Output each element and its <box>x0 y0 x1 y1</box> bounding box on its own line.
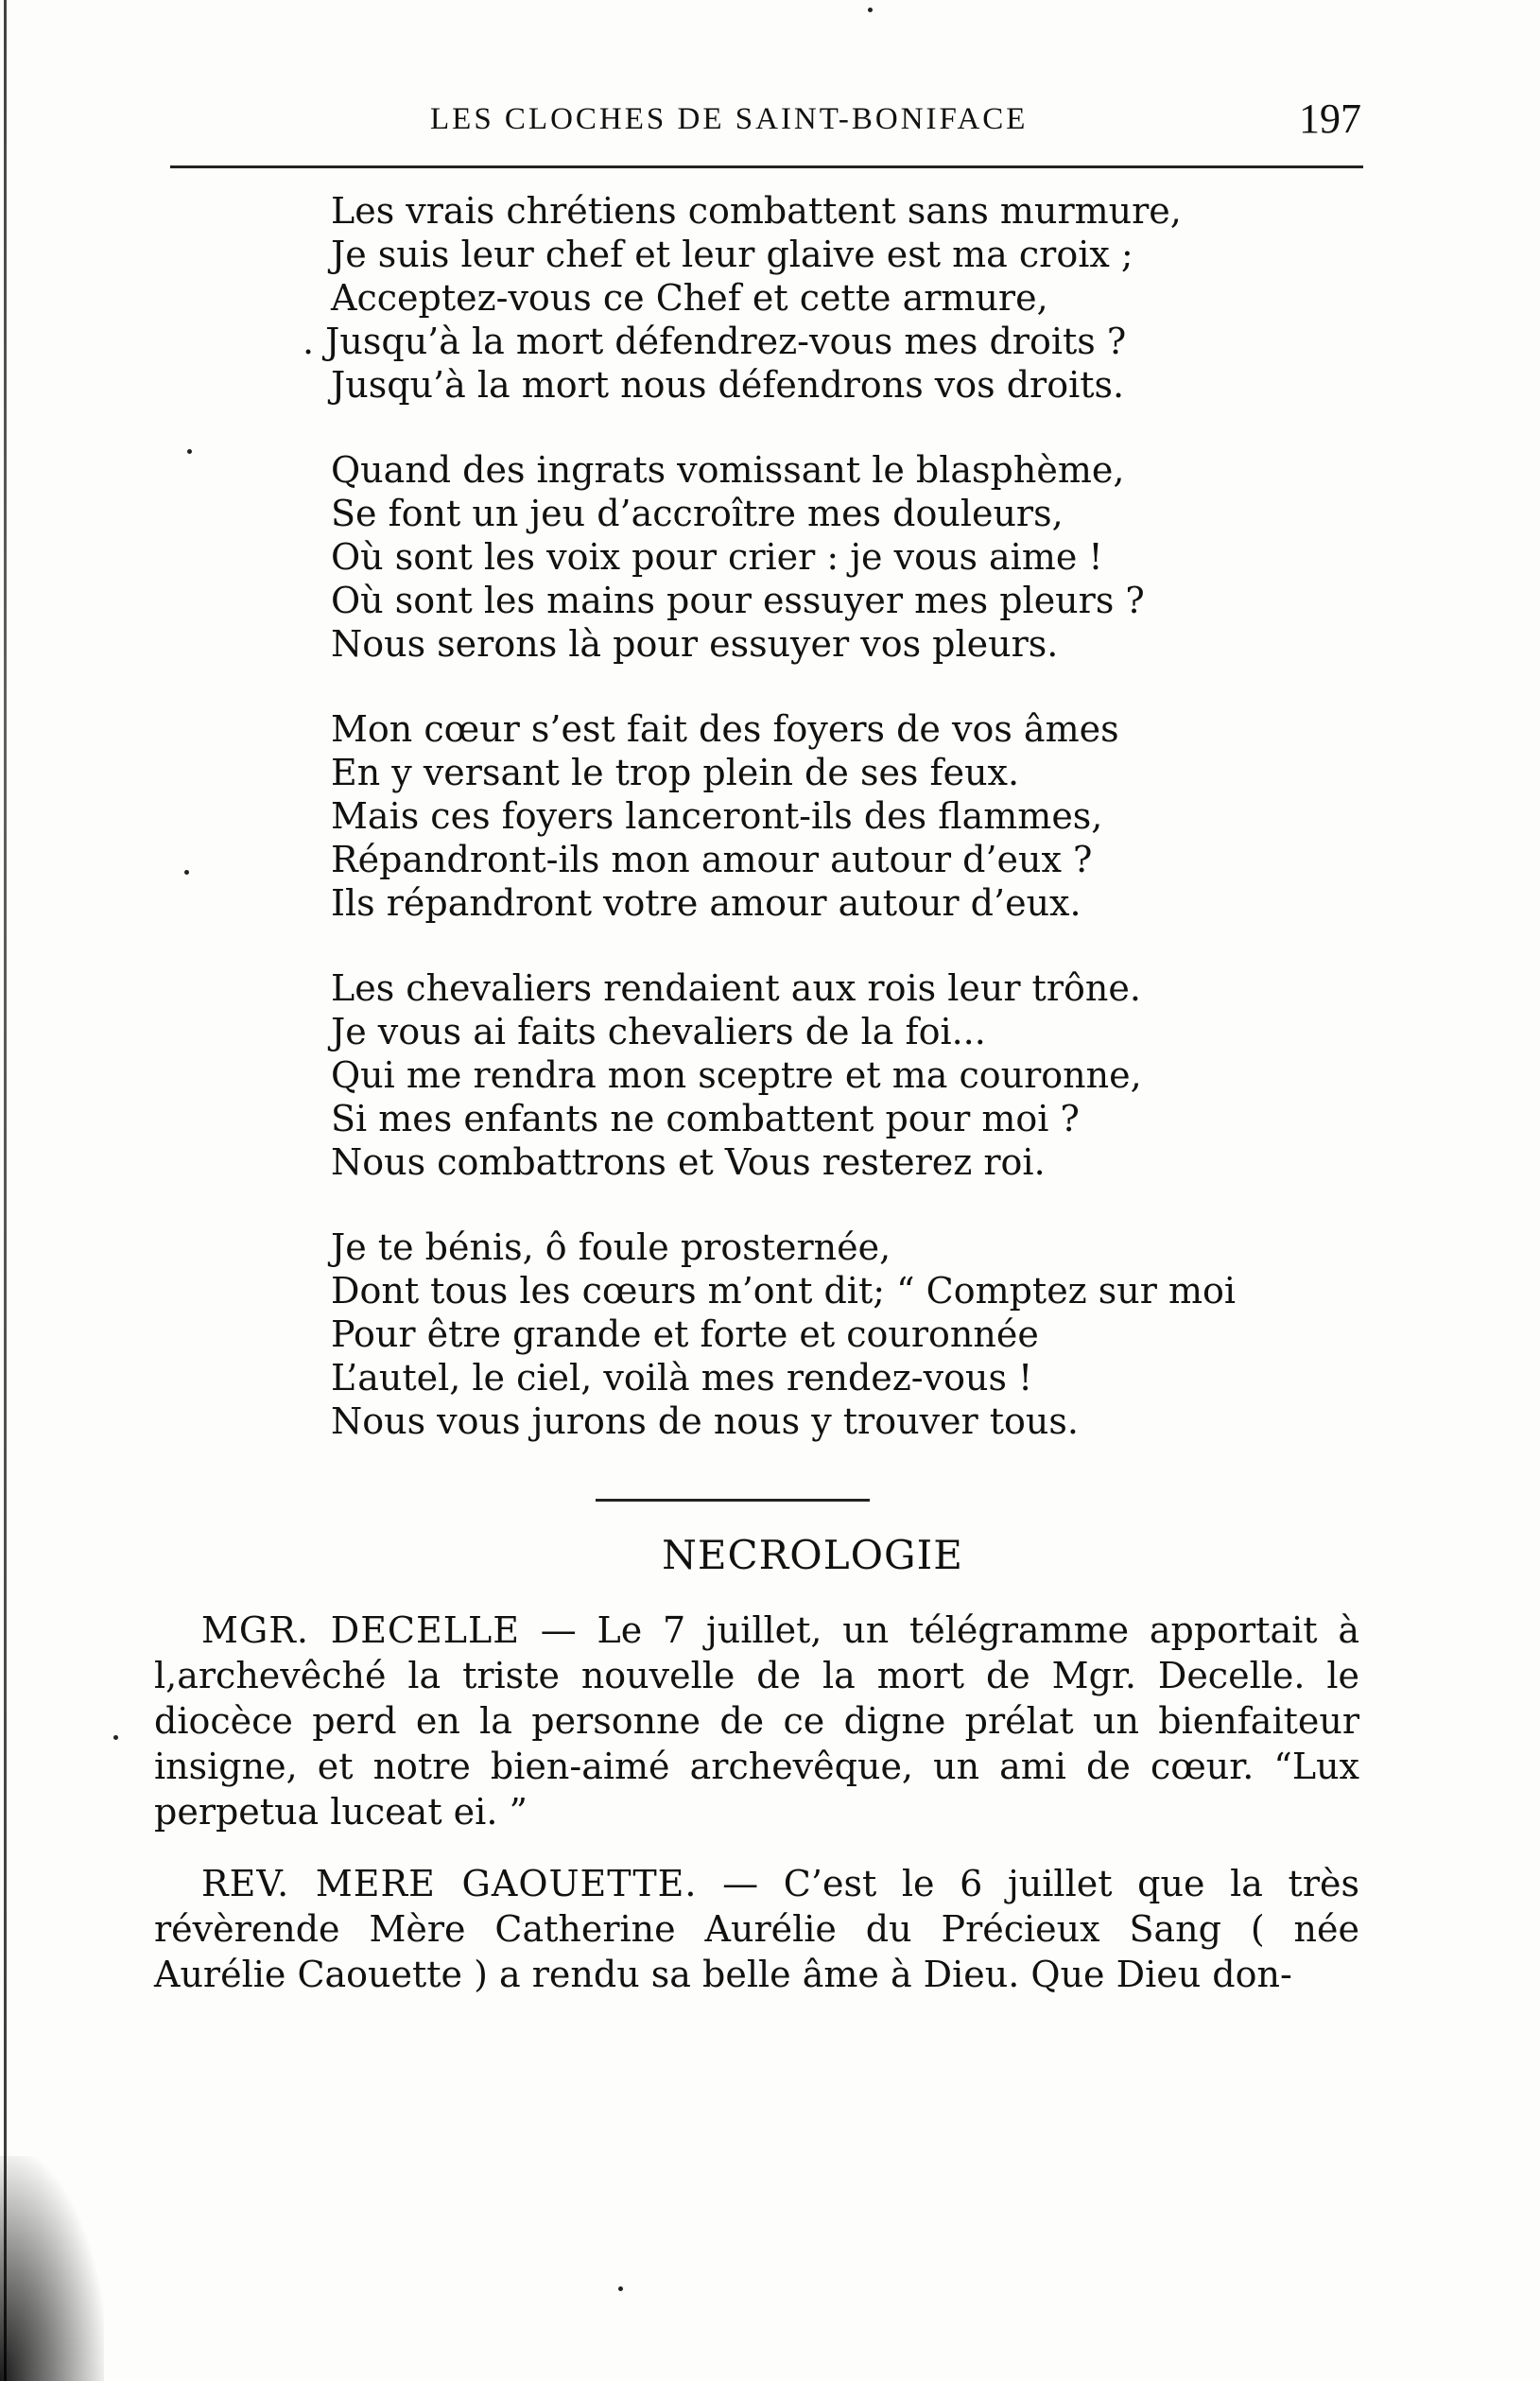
scan-edge-shadow <box>0 2156 104 2381</box>
page-header <box>170 95 1361 161</box>
poem-line: Je suis leur chef et leur glaive est ma croix ; <box>331 234 1133 275</box>
poem-line: Je vous ai faits chevaliers de la foi... <box>331 1011 986 1052</box>
poem-line: Quand des ingrats vomissant le blasphème, <box>331 449 1125 491</box>
poem-line: . Jusqu’à la mort défendrez-vous mes droits ? <box>303 321 1127 362</box>
poem-line: Nous vous jurons de nous y trouver tous. <box>331 1400 1079 1442</box>
scan-speck <box>868 8 873 12</box>
poem-line: Mon cœur s’est fait des foyers de vos âmes <box>331 708 1119 750</box>
poem-line: Se font un jeu d’accroître mes douleurs, <box>331 493 1064 534</box>
obituary-list <box>154 1608 1359 2024</box>
poem <box>303 189 1371 1485</box>
poem-line: Dont tous les cœurs m’ont dit; “ Comptez sur moi <box>331 1270 1237 1312</box>
poem-line: Où sont les voix pour crier : je vous aime ! <box>331 536 1103 578</box>
obituary-entry <box>154 1861 1359 1997</box>
poem-line: Je te bénis, ô foule prosternée, <box>331 1226 891 1268</box>
poem-line: Si mes enfants ne combattent pour moi ? <box>331 1098 1080 1139</box>
scan-speck <box>113 1735 118 1740</box>
poem-line: Acceptez-vous ce Chef et cette armure, <box>331 277 1048 319</box>
poem-line: Où sont les mains pour essuyer mes pleurs ? <box>331 580 1145 621</box>
poem-line: Les chevaliers rendaient aux rois leur trône. <box>331 967 1141 1009</box>
poem-line: Nous combattrons et Vous resterez roi. <box>331 1141 1046 1183</box>
obituary-name: REV. MERE GAOUETTE. <box>201 1863 698 1904</box>
obituary-name: MGR. DECELLE <box>201 1609 520 1651</box>
obituary-text: — C’est le 6 juillet que la très révèrende Mère Catherine Aurélie du Précieux Sang ( née Aurélie Caouette ) a rendu sa belle âme à Dieu. Que Dieu don- <box>154 1863 1359 1995</box>
poem-line: En y versant le trop plein de ses feux. <box>331 752 1020 793</box>
poem-line: Les vrais chrétiens combattent sans murmure, <box>331 190 1182 232</box>
scan-speck <box>618 2286 623 2291</box>
header-rule <box>170 165 1363 168</box>
scan-speck <box>187 449 192 454</box>
running-title: LES CLOCHES DE SAINT-BONIFACE <box>430 102 1029 136</box>
poem-line: Qui me rendra mon sceptre et ma couronne, <box>331 1054 1142 1096</box>
page-number: 197 <box>1299 96 1361 142</box>
poem-stanza-5 <box>331 1225 1371 1443</box>
poem-line: Nous serons là pour essuyer vos pleurs. <box>331 623 1059 665</box>
section-title: NECROLOGIE <box>662 1532 963 1578</box>
poem-line: Répandront-ils mon amour autour d’eux ? <box>331 839 1093 880</box>
poem-line: L’autel, le ciel, voilà mes rendez-vous ! <box>331 1357 1033 1399</box>
poem-line: Ils répandront votre amour autour d’eux. <box>331 882 1081 924</box>
poem-stanza-1 <box>303 189 1371 407</box>
poem-stanza-3 <box>331 707 1371 925</box>
poem-stanza-2 <box>331 448 1371 666</box>
poem-line: Pour être grande et forte et couronnée <box>331 1313 1039 1355</box>
obituary-entry <box>154 1608 1359 1834</box>
poem-line: Jusqu’à la mort nous défendrons vos droits. <box>331 364 1125 406</box>
obituary-text: — Le 7 juillet, un télégramme apportait à l,archevêché la triste nouvelle de la mort de Mgr. Decelle. le diocèce perd en la personne de ce digne prélat un bienfaiteur insigne, et notre bien-aimé archevêque, un ami de cœur. “Lux perpetua luceat ei. ” <box>154 1609 1359 1833</box>
section-rule <box>596 1499 870 1502</box>
poem-stanza-4 <box>331 966 1371 1184</box>
scan-edge-line <box>4 0 7 2381</box>
scan-speck <box>184 870 189 875</box>
poem-line: Mais ces foyers lanceront-ils des flammes, <box>331 795 1103 837</box>
